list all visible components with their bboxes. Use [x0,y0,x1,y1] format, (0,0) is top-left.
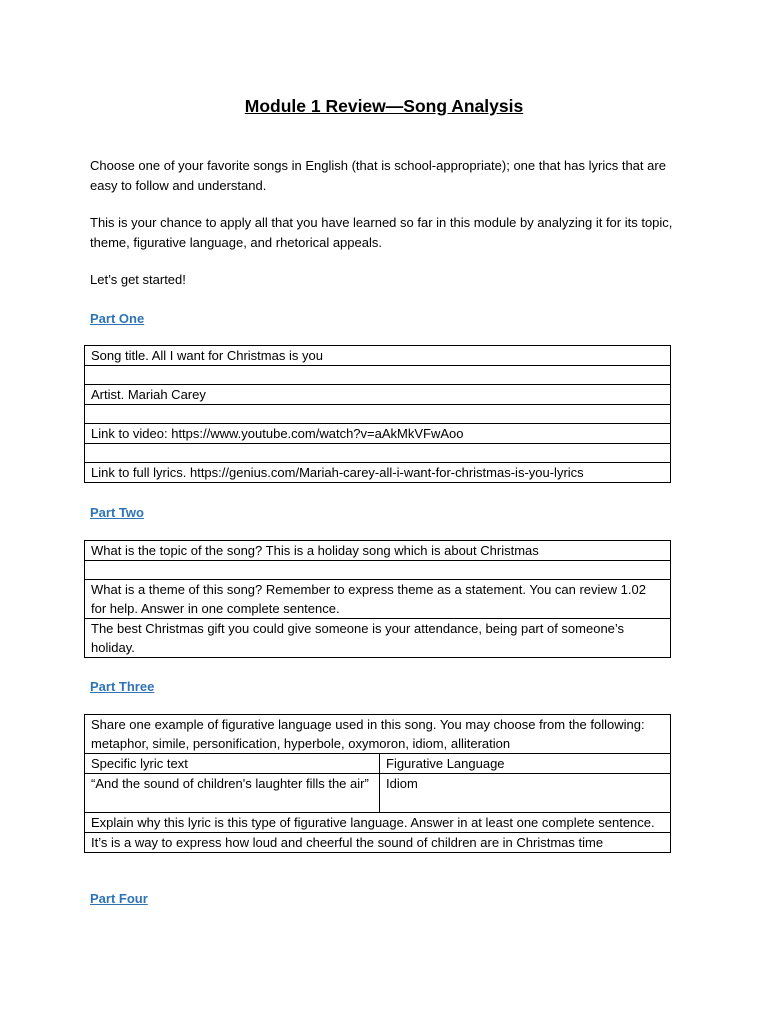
part-one-table [84,345,671,483]
topic-cell[interactable]: What is the topic of the song? This is a holiday song which is about Christmas [85,541,671,561]
artist-cell[interactable]: Artist. Mariah Carey [85,385,671,405]
figurative-type-cell[interactable]: Idiom [380,774,671,813]
part-three-table [84,714,671,853]
part-two-heading: Part Two [90,505,144,520]
part-one-heading: Part One [90,311,145,326]
theme-answer-cell[interactable]: The best Christmas gift you could give someone is your attendance, being part of someone’s holiday. [85,619,671,658]
part-two-table [84,540,671,658]
blank-row [85,366,671,385]
part-three-heading: Part Three [90,679,155,694]
blank-row [85,561,671,580]
blank-row [85,405,671,424]
blank-row [85,444,671,463]
video-link-cell[interactable]: Link to video: https://www.youtube.com/watch?v=aAkMkVFwAoo [85,424,671,444]
page-title: Module 1 Review—Song Analysis [244,96,524,116]
figurative-prompt-cell: Share one example of figurative language used in this song. You may choose from the following: metaphor, simile, personification, hyperbole, oxymoron, idiom, alliteration [85,715,671,754]
figurative-column-header: Figurative Language [380,754,671,774]
song-title-cell[interactable]: Song title. All I want for Christmas is you [85,346,671,366]
intro-paragraph-2: This is your chance to apply all that you have learned so far in this module by analyzing it for its topic, theme, figurative language, and rhetorical appeals. [90,215,673,250]
theme-question-cell: What is a theme of this song? Remember to express theme as a statement. You can review 1.02 for help. Answer in one complete sentence. [85,580,671,619]
part-four-heading: Part Four [90,891,148,906]
explain-answer-cell[interactable]: It’s is a way to express how loud and cheerful the sound of children are in Christmas time [85,833,671,853]
lyric-text-cell[interactable]: “And the sound of children's laughter fills the air” [85,774,380,813]
lyrics-link-cell[interactable]: Link to full lyrics. https://genius.com/Mariah-carey-all-i-want-for-christmas-is-you-lyrics [85,463,671,483]
intro-paragraph-1: Choose one of your favorite songs in English (that is school-appropriate); one that has lyrics that are easy to follow and understand. [90,158,666,193]
explain-question-cell: Explain why this lyric is this type of figurative language. Answer in at least one complete sentence. [85,813,671,833]
lyric-column-header: Specific lyric text [85,754,380,774]
intro-paragraph-3: Let’s get started! [90,272,186,287]
